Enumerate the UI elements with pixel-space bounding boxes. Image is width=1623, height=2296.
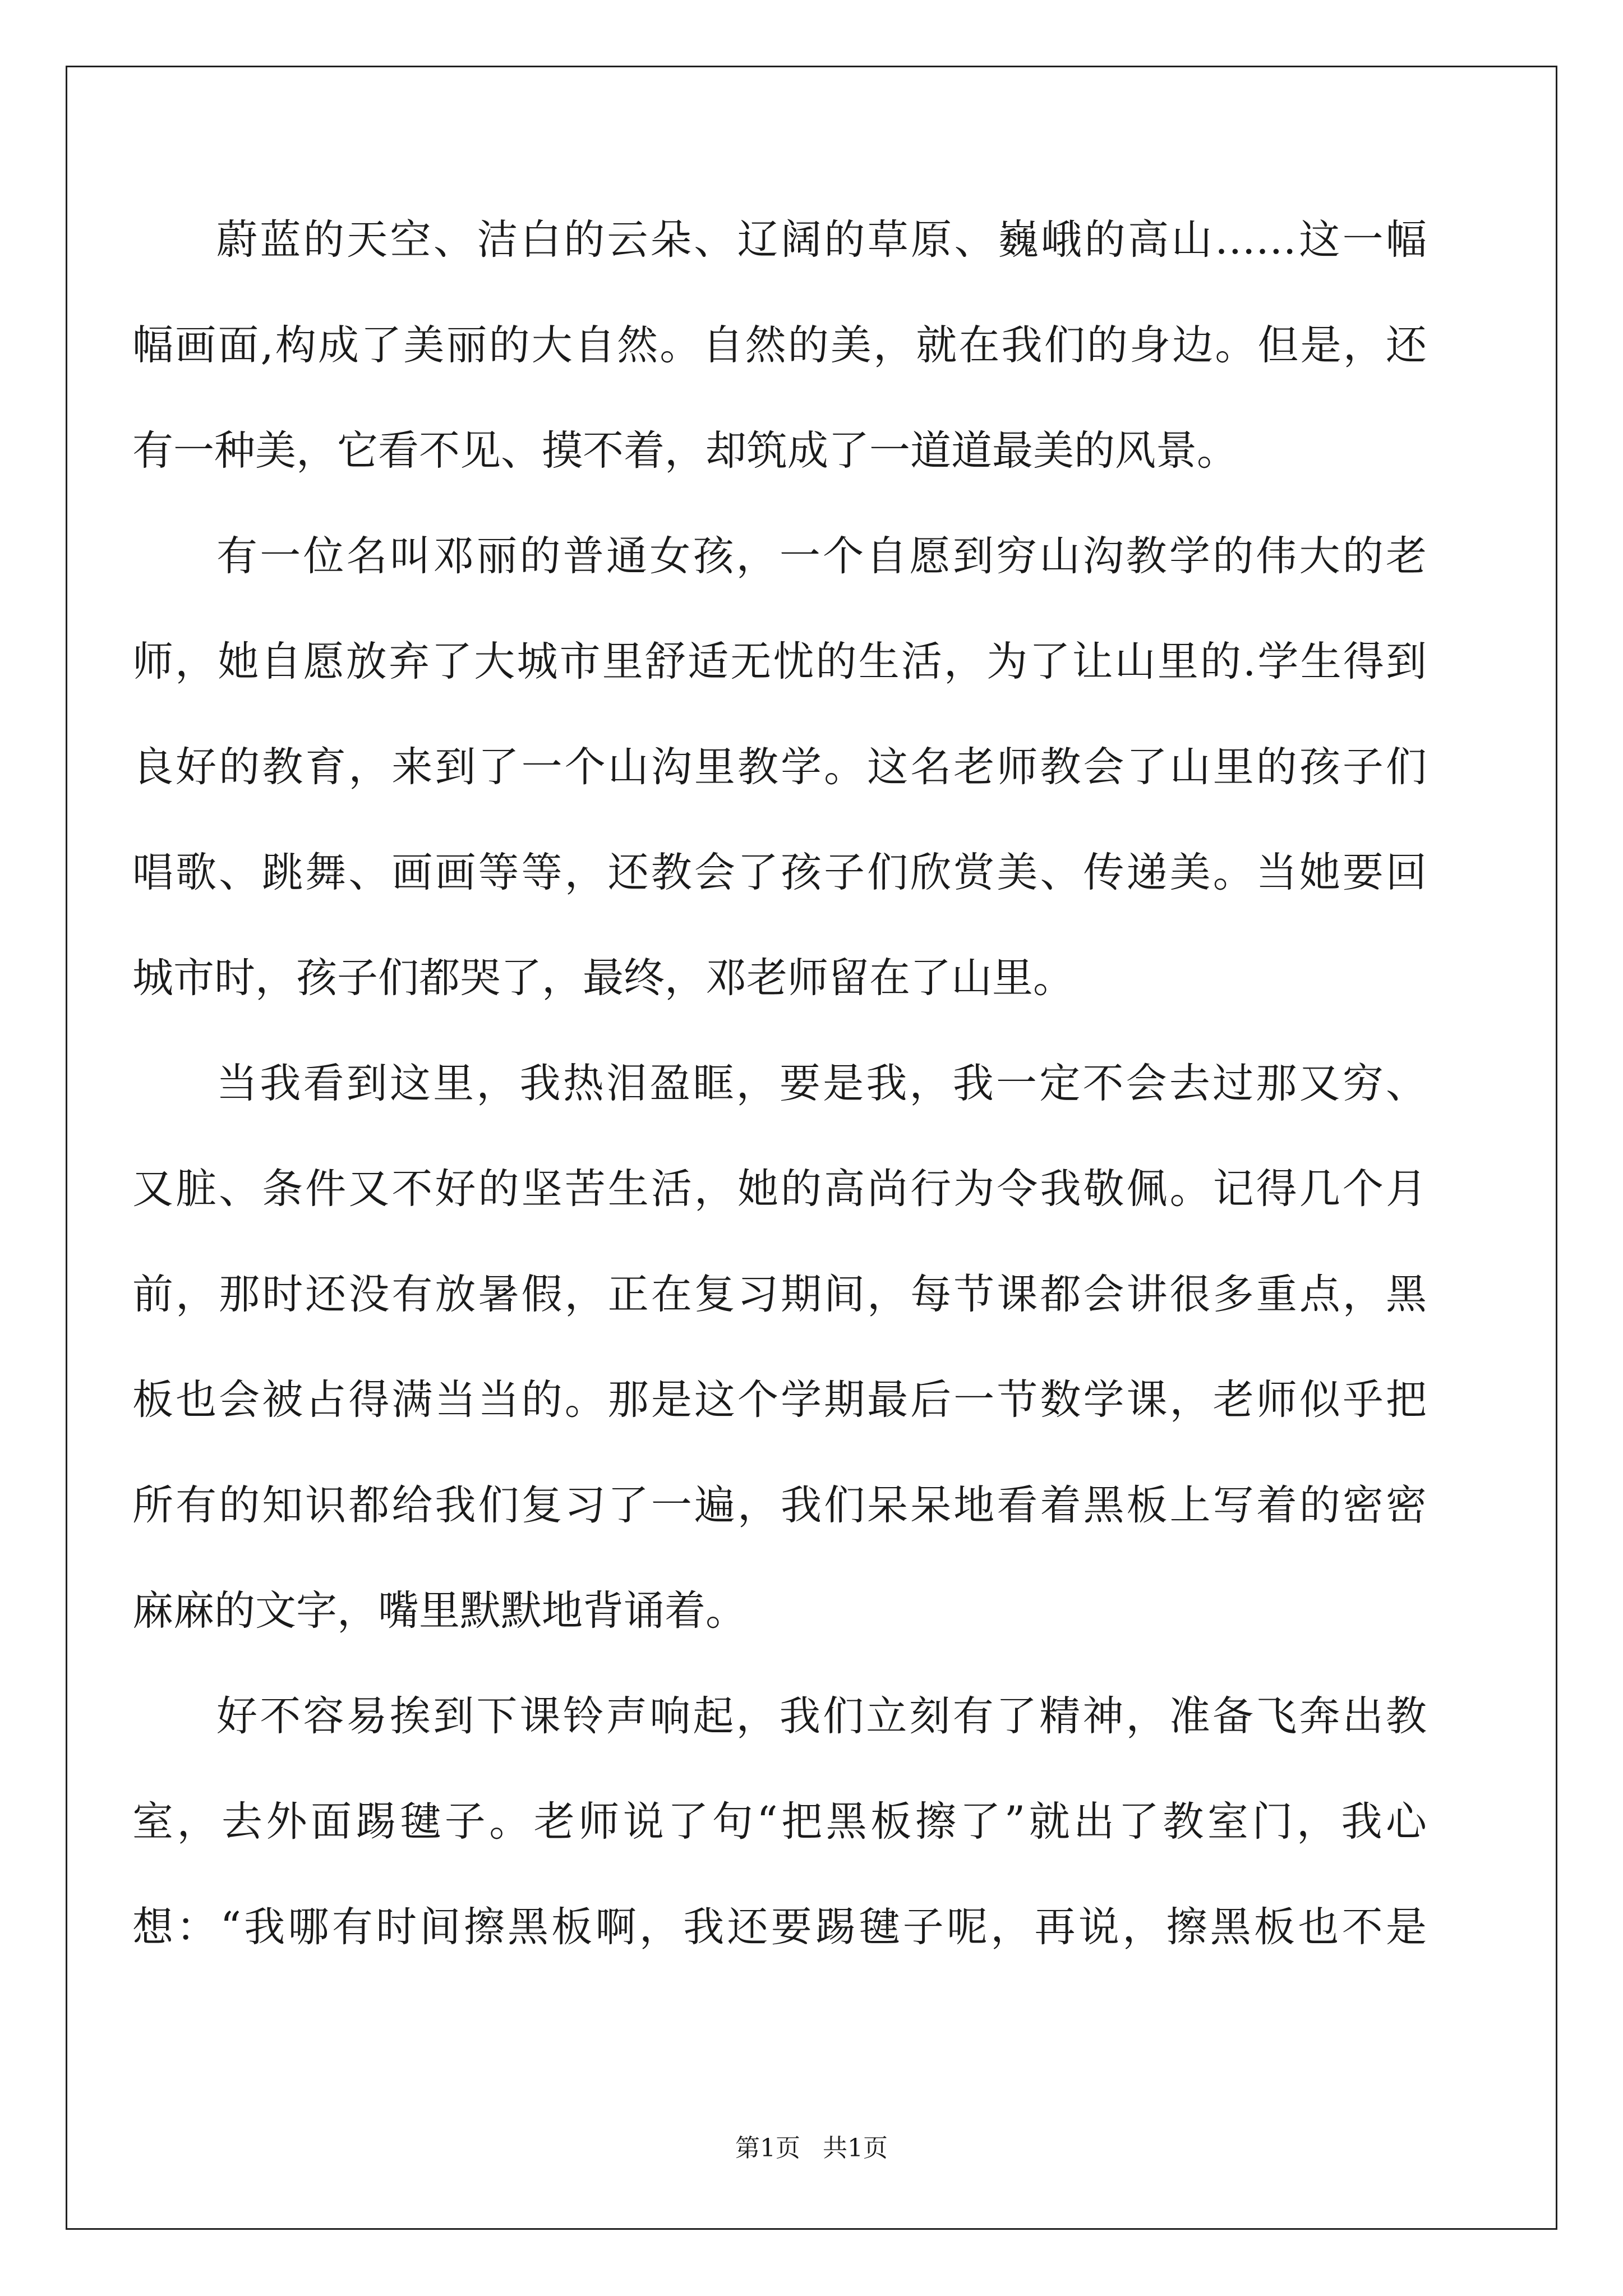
text-line: 有一位名叫邓丽的普通女孩，一个自愿到穷山沟教学的伟大的老 bbox=[216, 532, 1427, 580]
text-line: 室，去外面踢毽子。老师说了句“把黑板擦了”就出了教室门，我心 bbox=[132, 1798, 1427, 1846]
page-number: 第1页 bbox=[735, 2134, 800, 2162]
text-line: 当我看到这里，我热泪盈眶，要是我，我一定不会去过那又穷、 bbox=[216, 1060, 1427, 1107]
text-line: 好不容易挨到下课铃声响起，我们立刻有了精神，准备飞奔出教 bbox=[216, 1692, 1427, 1740]
document-body bbox=[132, 211, 1427, 2004]
text-line: 蔚蓝的天空、洁白的云朵、辽阔的草原、巍峨的高山……这一幅 bbox=[216, 216, 1427, 264]
text-line: 有一种美，它看不见、摸不着，却筑成了一道道最美的风景。 bbox=[132, 427, 1238, 475]
text-line: 城市时，孩子们都哭了，最终，邓老师留在了山里。 bbox=[132, 954, 1074, 1002]
text-line: 师，她自愿放弃了大城市里舒适无忧的生活，为了让山里的.学生得到 bbox=[132, 638, 1427, 685]
text-line: 良好的教育，来到了一个山沟里教学。这名老师教会了山里的孩子们 bbox=[132, 743, 1427, 791]
text-line: 唱歌、跳舞、画画等等，还教会了孩子们欣赏美、传递美。当她要回 bbox=[132, 849, 1427, 896]
text-line: 板也会被占得满当当的。那是这个学期最后一节数学课，老师似乎把 bbox=[132, 1376, 1427, 1424]
text-line: 麻麻的文字，嘴里默默地背诵着。 bbox=[132, 1587, 746, 1635]
text-line: 前，那时还没有放暑假，正在复习期间，每节课都会讲很多重点，黑 bbox=[132, 1271, 1427, 1318]
text-line: 幅画面,构成了美丽的大自然。自然的美，就在我们的身边。但是，还 bbox=[132, 321, 1427, 369]
page-footer bbox=[0, 2132, 1623, 2165]
text-line: 又脏、条件又不好的坚苦生活，她的高尚行为令我敬佩。记得几个月 bbox=[132, 1165, 1427, 1213]
total-pages: 共1页 bbox=[823, 2134, 888, 2162]
text-line: 想：“我哪有时间擦黑板啊，我还要踢毽子呢，再说，擦黑板也不是 bbox=[132, 1903, 1427, 1951]
text-line: 所有的知识都给我们复习了一遍，我们呆呆地看着黑板上写着的密密 bbox=[132, 1481, 1427, 1529]
